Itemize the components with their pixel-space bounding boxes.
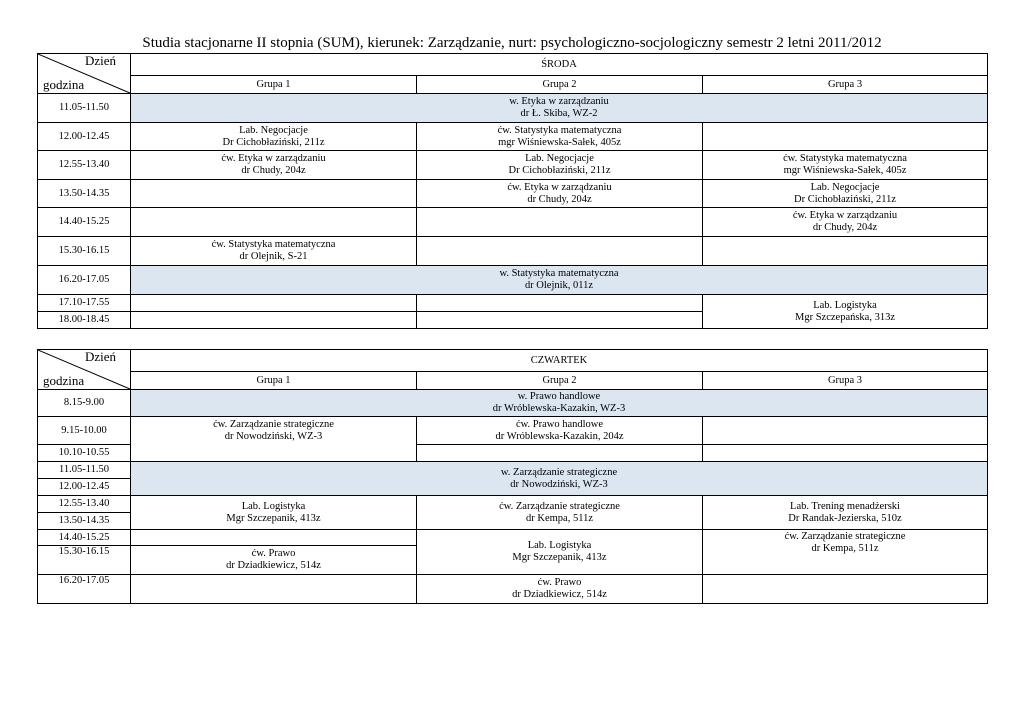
class-cell: ćw. Statystyka matematyczna mgr Wiśniewska-Sałek, 405z bbox=[417, 123, 703, 151]
time-slot: 12.00-12.45 bbox=[38, 123, 131, 151]
time-slot: 13.50-14.35 bbox=[38, 513, 131, 530]
empty-cell bbox=[131, 530, 417, 546]
day-heading-thursday: CZWARTEK bbox=[131, 350, 988, 372]
time-slot: 12.55-13.40 bbox=[38, 496, 131, 513]
time-slot: 11.05-11.50 bbox=[38, 462, 131, 479]
time-slot: 12.55-13.40 bbox=[38, 151, 131, 180]
class-cell: Lab. Logistyka Mgr Szczepanik, 413z bbox=[131, 496, 417, 530]
lecture-cell: w. Statystyka matematyczna dr Olejnik, 011z bbox=[131, 266, 988, 295]
class-cell: Lab. Logistyka Mgr Szczepańska, 313z bbox=[703, 295, 988, 329]
empty-cell bbox=[703, 575, 988, 604]
lecture-cell: w. Prawo handlowe dr Wróblewska-Kazakin, WZ-3 bbox=[131, 390, 988, 417]
hour-label: godzina bbox=[43, 373, 85, 388]
time-slot: 12.00-12.45 bbox=[38, 479, 131, 496]
group-header: Grupa 2 bbox=[417, 372, 703, 390]
group-header: Grupa 3 bbox=[703, 76, 988, 94]
time-slot: 14.40-15.25 bbox=[38, 530, 131, 546]
hour-label: godzina bbox=[43, 77, 85, 92]
class-cell: ćw. Zarządzanie strategiczne dr Nowodziński, WZ-3 bbox=[131, 417, 417, 462]
empty-cell bbox=[703, 445, 988, 462]
group-header: Grupa 2 bbox=[417, 76, 703, 94]
class-cell: ćw. Etyka w zarządzaniu dr Chudy, 204z bbox=[703, 208, 988, 237]
class-cell: Lab. Negocjacje Dr Cichobłaziński, 211z bbox=[131, 123, 417, 151]
group-header: Grupa 1 bbox=[131, 76, 417, 94]
empty-cell bbox=[131, 575, 417, 604]
group-header: Grupa 1 bbox=[131, 372, 417, 390]
class-cell: Lab. Logistyka Mgr Szczepanik, 413z bbox=[417, 530, 703, 575]
class-cell: ćw. Prawo dr Dziadkiewicz, 514z bbox=[131, 546, 417, 575]
class-cell: ćw. Zarządzanie strategiczne dr Kempa, 511z bbox=[417, 496, 703, 530]
empty-cell bbox=[703, 417, 988, 445]
empty-cell bbox=[131, 295, 417, 312]
class-cell: ćw. Prawo handlowe dr Wróblewska-Kazakin, 204z bbox=[417, 417, 703, 445]
class-cell: Lab. Trening menadżerski Dr Randak-Jezierska, 510z bbox=[703, 496, 988, 530]
time-slot: 11.05-11.50 bbox=[38, 94, 131, 123]
class-cell: Lab. Negocjacje Dr Cichobłaziński, 211z bbox=[417, 151, 703, 180]
group-header: Grupa 3 bbox=[703, 372, 988, 390]
page-title: Studia stacjonarne II stopnia (SUM), kierunek: Zarządzanie, nurt: psychologiczno-socjologiczny semestr 2 letni 2011/2012 bbox=[142, 35, 882, 51]
day-label: Dzień bbox=[84, 53, 116, 68]
thursday-schedule-table bbox=[37, 349, 988, 604]
empty-cell bbox=[417, 295, 703, 312]
time-slot: 9.15-10.00 bbox=[38, 417, 131, 445]
empty-cell bbox=[703, 123, 988, 151]
time-slot: 16.20-17.05 bbox=[38, 266, 131, 295]
empty-cell bbox=[417, 208, 703, 237]
corner-header bbox=[38, 350, 131, 390]
class-cell: ćw. Statystyka matematyczna dr Olejnik, S-21 bbox=[131, 237, 417, 266]
class-cell: ćw. Statystyka matematyczna mgr Wiśniewska-Sałek, 405z bbox=[703, 151, 988, 180]
day-heading-wednesday: ŚRODA bbox=[131, 54, 988, 76]
class-cell: ćw. Zarządzanie strategiczne dr Kempa, 511z bbox=[703, 530, 988, 575]
class-cell: ćw. Prawo dr Dziadkiewicz, 514z bbox=[417, 575, 703, 604]
class-cell: Lab. Negocjacje Dr Cichobłaziński, 211z bbox=[703, 180, 988, 208]
time-slot: 13.50-14.35 bbox=[38, 180, 131, 208]
empty-cell bbox=[131, 208, 417, 237]
time-slot: 14.40-15.25 bbox=[38, 208, 131, 237]
lecture-cell: w. Zarządzanie strategiczne dr Nowodziński, WZ-3 bbox=[131, 462, 988, 496]
lecture-cell: w. Etyka w zarządzaniu dr Ł. Skiba, WZ-2 bbox=[131, 94, 988, 123]
empty-cell bbox=[417, 445, 703, 462]
wednesday-schedule-table bbox=[37, 53, 988, 329]
empty-cell bbox=[703, 237, 988, 266]
time-slot: 10.10-10.55 bbox=[38, 445, 131, 462]
time-slot: 15.30-16.15 bbox=[38, 237, 131, 266]
time-slot: 8.15-9.00 bbox=[38, 390, 131, 417]
day-label: Dzień bbox=[84, 349, 116, 364]
corner-header bbox=[38, 54, 131, 94]
empty-cell bbox=[131, 180, 417, 208]
class-cell: ćw. Etyka w zarządzaniu dr Chudy, 204z bbox=[417, 180, 703, 208]
empty-cell bbox=[417, 312, 703, 329]
time-slot: 16.20-17.05 bbox=[38, 575, 131, 604]
time-slot: 18.00-18.45 bbox=[38, 312, 131, 329]
time-slot: 17.10-17.55 bbox=[38, 295, 131, 312]
class-cell: ćw. Etyka w zarządzaniu dr Chudy, 204z bbox=[131, 151, 417, 180]
time-slot: 15.30-16.15 bbox=[38, 546, 131, 575]
empty-cell bbox=[417, 237, 703, 266]
empty-cell bbox=[131, 312, 417, 329]
